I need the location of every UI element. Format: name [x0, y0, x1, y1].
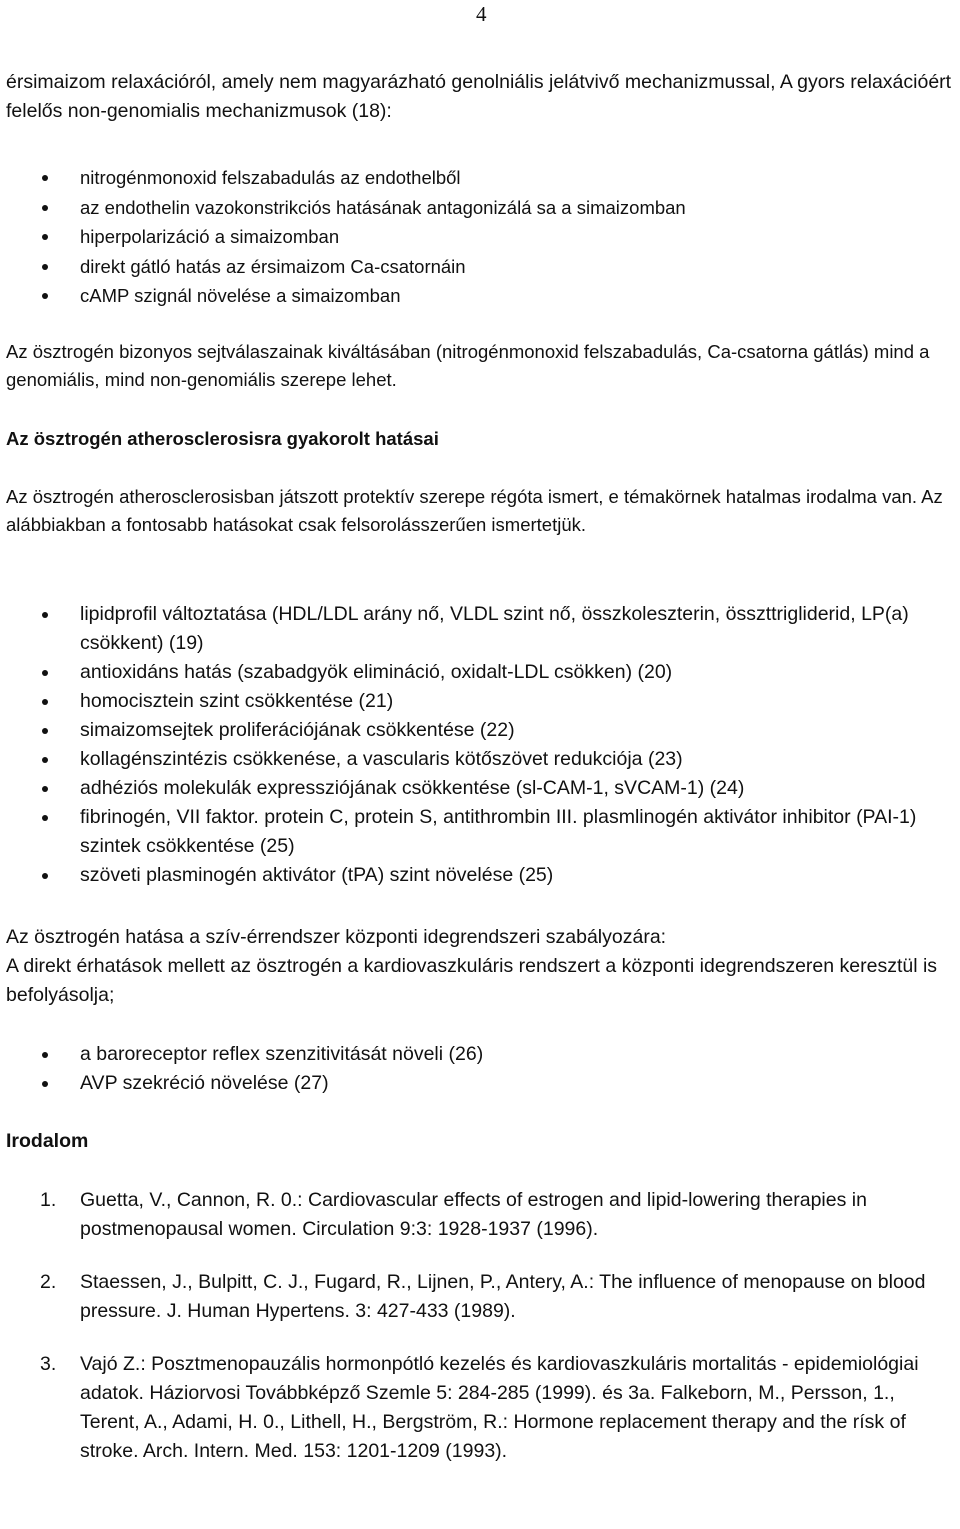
references-heading: Irodalom — [6, 1130, 89, 1152]
list-item: szöveti plasminogén aktivátor (tPA) szint növelése (25) — [0, 861, 954, 890]
list-item: antioxidáns hatás (szabadgyök elimináció, oxidalt-LDL csökken) (20) — [0, 658, 954, 687]
list-item: nitrogénmonoxid felszabadulás az endothelből — [0, 163, 954, 193]
reference-list — [0, 1186, 954, 1466]
list-item: cAMP szignál növelése a simaizomban — [0, 281, 954, 311]
reference-item — [0, 1268, 954, 1326]
list-item: a baroreceptor reflex szenzitivitását növeli (26) — [0, 1040, 954, 1069]
central-heading: Az ösztrogén hatása a szív-érrendszer központi idegrendszeri szabályozára: — [6, 926, 667, 948]
list-item: hiperpolarizáció a simaizomban — [0, 222, 954, 252]
list-item: lipidprofil változtatása (HDL/LDL arány nő, VLDL szint nő, összkoleszterin, összttrigliderid, LP(a) csökkent) (19) — [0, 600, 954, 658]
nongenomic-mechanism-list — [0, 163, 954, 311]
list-item: homocisztein szint csökkentése (21) — [0, 687, 954, 716]
reference-item — [0, 1186, 954, 1244]
reference-text: Staessen, J., Bulpitt, C. J., Fugard, R., Lijnen, P., Antery, A.: The influence of menopause on blood pressure. J. Human Hypertens. 3: 427-433 (1989). — [80, 1271, 926, 1322]
list-item: direkt gátló hatás az érsimaizom Ca-csatornáin — [0, 252, 954, 282]
list-item: AVP szekréció növelése (27) — [0, 1069, 954, 1098]
central-effects-list — [0, 1040, 954, 1098]
central-paragraph: A direkt érhatások mellett az ösztrogén a kardiovaszkuláris rendszert a központi idegrendszeren keresztül is befolyásolja; — [6, 955, 938, 1006]
athero-effects-list — [0, 600, 954, 890]
reference-number: 2. — [40, 1271, 57, 1293]
reference-text: Vajó Z.: Posztmenopauzális hormonpótló kezelés és kardiovaszkuláris mortalitás - epidemiológiai adatok. Háziorvosi Továbbképző Szemle 5: 284-285 (1999). és 3a. Falkeborn, M., Persson, 1., Terent, A., Adami, H. 0., Lithell, H., Bergström, R.: Hormone replacement therapy and the rísk of stroke. Arch. Intern. Med. 153: 1201-1209 (1993). — [80, 1353, 919, 1462]
reference-number: 1. — [40, 1189, 57, 1211]
list-item: fibrinogén, VII faktor. protein C, protein S, antithrombin III. plasmlinogén aktivátor inhibitor (PAI-1) szintek csökkentése (25) — [0, 803, 954, 861]
athero-paragraph: Az ösztrogén atherosclerosisban játszott protektív szerepe régóta ismert, e témakörnek hatalmas irodalma van. Az alábbiakban a fontosabb hatásokat csak felsorolásszerűen ismertetjük. — [6, 486, 943, 535]
reference-text: Guetta, V., Cannon, R. 0.: Cardiovascular effects of estrogen and lipid-lowering therapies in postmenopausal women. Circulation 9:3: 1928-1937 (1996). — [80, 1189, 867, 1240]
list-item: adhéziós molekulák expressziójának csökkentése (sl-CAM-1, sVCAM-1) (24) — [0, 774, 954, 803]
estrogen-role-paragraph: Az ösztrogén bizonyos sejtválaszainak kiváltásában (nitrogénmonoxid felszabadulás, Ca-csatorna gátlás) mind a genomiális, mind non-genomiális szerepe lehet. — [6, 341, 930, 390]
list-item: kollagénszintézis csökkenése, a vascularis kötőszövet redukciója (23) — [0, 745, 954, 774]
intro-paragraph: érsimaizom relaxációról, amely nem magyarázható genolniális jelátvivő mechanizmussal, A gyors relaxációért felelős non-genomialis mechanizmusok (18): — [6, 71, 952, 122]
reference-item — [0, 1350, 954, 1466]
reference-number: 3. — [40, 1353, 57, 1375]
list-item: az endothelin vazokonstrikciós hatásának antagonizálá sa a simaizomban — [0, 193, 954, 223]
athero-heading: Az ösztrogén atherosclerosisra gyakorolt hatásai — [6, 428, 439, 449]
page-number: 4 — [476, 2, 487, 26]
list-item: simaizomsejtek proliferációjának csökkentése (22) — [0, 716, 954, 745]
